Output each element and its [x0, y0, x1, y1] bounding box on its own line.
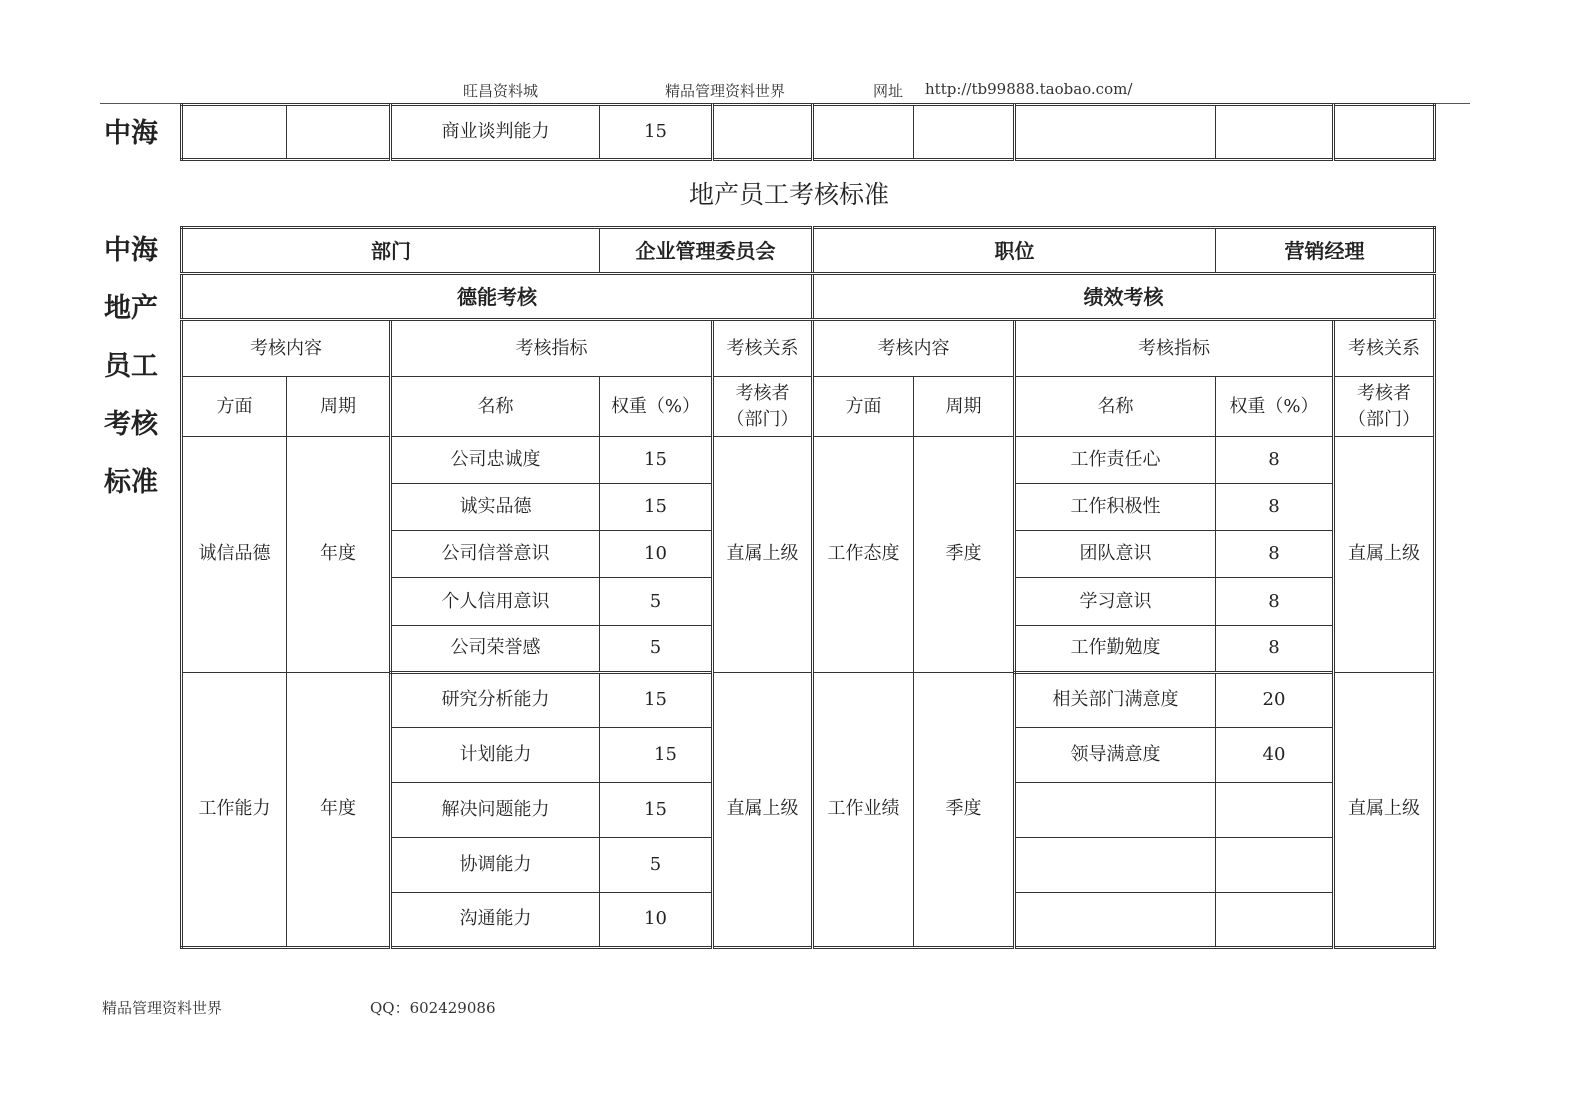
item-name: 公司忠诚度: [391, 437, 600, 484]
col-indicator: 考核指标: [391, 320, 713, 377]
item-weight: [1216, 782, 1334, 837]
header-shop-name: 旺昌资料城: [463, 82, 539, 100]
table-row: [182, 437, 1435, 484]
top-item-name: 商业谈判能力: [391, 105, 600, 160]
col-weight: 权重（%）: [1216, 377, 1334, 437]
item-weight: 10: [600, 531, 713, 578]
item-weight: 5: [600, 578, 713, 625]
col-assessor: [713, 377, 813, 437]
footer-left: 精品管理资料世界: [102, 999, 223, 1017]
col-aspect: 方面: [182, 377, 287, 437]
item-weight: 10: [600, 892, 713, 947]
col-weight: 权重（%）: [600, 377, 713, 437]
item-weight: 15: [600, 484, 713, 531]
page-title: 地产员工考核标准: [688, 180, 889, 209]
group2-right-aspect: 工作业绩: [813, 672, 914, 947]
top-side-label: 中海: [104, 118, 158, 149]
col-content: 考核内容: [813, 320, 1015, 377]
item-weight: 15: [600, 727, 713, 782]
item-name: 沟通能力: [391, 892, 600, 947]
side-label: 员工: [104, 351, 158, 382]
item-weight: 8: [1216, 437, 1334, 484]
side-label: 标准: [104, 467, 158, 498]
col-relation: 考核关系: [713, 320, 813, 377]
item-weight: 8: [1216, 625, 1334, 672]
item-name: 计划能力: [391, 727, 600, 782]
item-name: 工作勤勉度: [1015, 625, 1216, 672]
header-row-2: [182, 377, 1435, 437]
group2-left-relation: 直属上级: [713, 672, 813, 947]
group1-left-period: 年度: [287, 437, 391, 672]
item-weight: 15: [600, 782, 713, 837]
footer-qq: QQ：602429086: [370, 999, 496, 1017]
item-name: 领导满意度: [1015, 727, 1216, 782]
item-weight: [1216, 892, 1334, 947]
group1-right-period: 季度: [914, 437, 1015, 672]
item-name: [1015, 892, 1216, 947]
group1-left-aspect: 诚信品德: [182, 437, 287, 672]
group2-left-period: 年度: [287, 672, 391, 947]
item-name: 研究分析能力: [391, 672, 600, 727]
item-name: 个人信用意识: [391, 578, 600, 625]
header-world-name: 精品管理资料世界: [665, 82, 786, 100]
col-period: 周期: [287, 377, 391, 437]
header-row-1: [182, 320, 1435, 377]
dept-value: 企业管理委员会: [600, 228, 813, 274]
item-weight: 8: [1216, 578, 1334, 625]
item-weight: 8: [1216, 531, 1334, 578]
assessment-table: [180, 226, 1436, 949]
item-name: 团队意识: [1015, 531, 1216, 578]
col-assessor-line2: （部门）: [1348, 408, 1420, 430]
col-name: 名称: [391, 377, 600, 437]
side-label: 地产: [104, 293, 158, 324]
col-content: 考核内容: [182, 320, 391, 377]
group2-left-aspect: 工作能力: [182, 672, 287, 947]
item-weight: [1216, 837, 1334, 892]
ethics-header: 德能考核: [182, 274, 813, 320]
dept-row: [182, 228, 1435, 274]
item-name: 公司信誉意识: [391, 531, 600, 578]
side-label: 中海: [104, 235, 158, 266]
col-relation: 考核关系: [1334, 320, 1435, 377]
item-weight: 15: [600, 672, 713, 727]
col-assessor: [1334, 377, 1435, 437]
group1-right-aspect: 工作态度: [813, 437, 914, 672]
header-url-label: 网址: [873, 82, 904, 100]
col-aspect: 方面: [813, 377, 914, 437]
position-value: 营销经理: [1216, 228, 1435, 274]
group1-left-relation: 直属上级: [713, 437, 813, 672]
item-name: 协调能力: [391, 837, 600, 892]
dept-label: 部门: [182, 228, 600, 274]
item-weight: 8: [1216, 484, 1334, 531]
table-row: [182, 672, 1435, 727]
item-name: 相关部门满意度: [1015, 672, 1216, 727]
item-weight: 5: [600, 837, 713, 892]
side-label-column: [104, 222, 158, 512]
item-name: 工作积极性: [1015, 484, 1216, 531]
item-name: [1015, 782, 1216, 837]
group1-right-relation: 直属上级: [1334, 437, 1435, 672]
top-fragment-table: [180, 103, 1436, 161]
position-label: 职位: [813, 228, 1216, 274]
item-name: 诚实品德: [391, 484, 600, 531]
col-name: 名称: [1015, 377, 1216, 437]
item-weight: 40: [1216, 727, 1334, 782]
item-name: [1015, 837, 1216, 892]
item-weight: 5: [600, 625, 713, 672]
performance-header: 绩效考核: [813, 274, 1435, 320]
top-item-weight: 15: [600, 105, 713, 160]
section-row: [182, 274, 1435, 320]
col-assessor-line1: 考核者: [1357, 382, 1411, 404]
item-name: 工作责任心: [1015, 437, 1216, 484]
item-weight: 20: [1216, 672, 1334, 727]
item-name: 学习意识: [1015, 578, 1216, 625]
col-indicator: 考核指标: [1015, 320, 1334, 377]
side-label: 考核: [104, 409, 158, 440]
col-assessor-line1: 考核者: [735, 382, 790, 404]
col-assessor-line2: （部门）: [726, 408, 799, 430]
item-name: 公司荣誉感: [391, 625, 600, 672]
group2-right-period: 季度: [914, 672, 1015, 947]
item-name: 解决问题能力: [391, 782, 600, 837]
header-url[interactable]: http://tb99888.taobao.com/: [925, 80, 1133, 98]
item-weight: 15: [600, 437, 713, 484]
group2-right-relation: 直属上级: [1334, 672, 1435, 947]
col-period: 周期: [914, 377, 1015, 437]
